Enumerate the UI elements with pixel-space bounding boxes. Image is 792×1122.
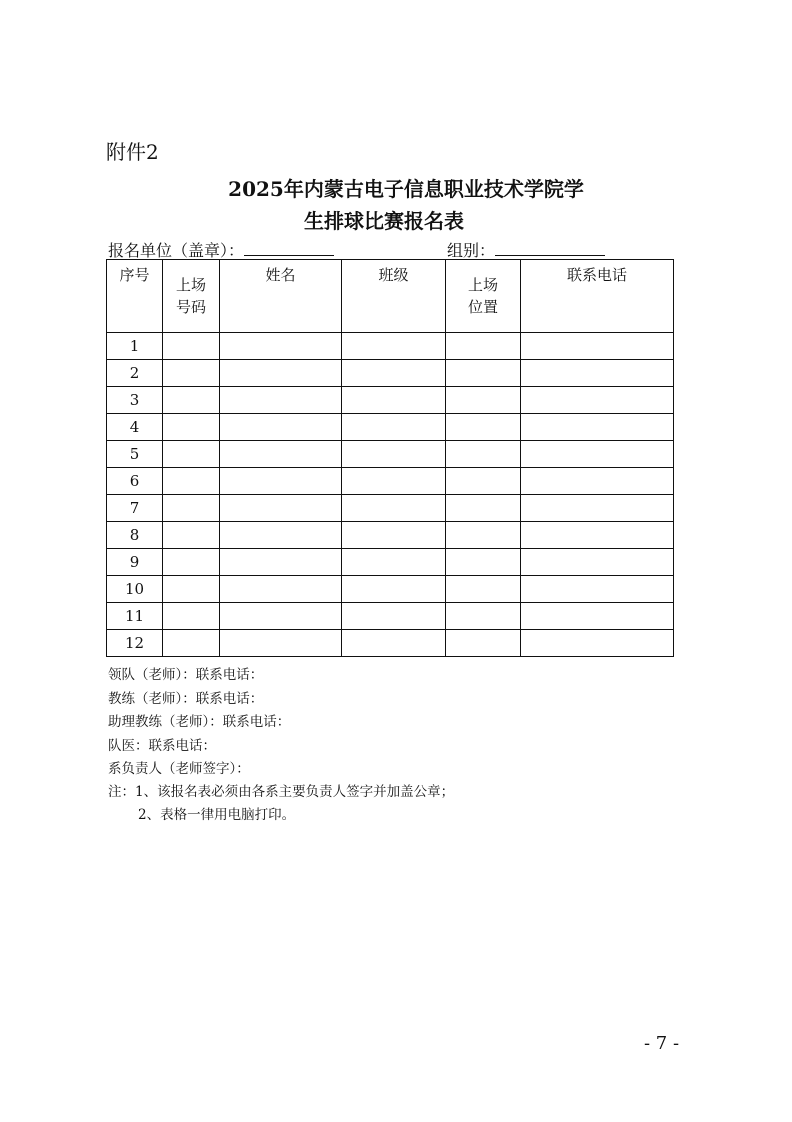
header-class: 班级 xyxy=(342,260,446,333)
table-row xyxy=(107,630,674,657)
table-row xyxy=(107,333,674,360)
class-cell[interactable] xyxy=(342,441,446,468)
table-header-row xyxy=(107,260,674,333)
jersey-number-cell[interactable] xyxy=(163,360,220,387)
row-index: 6 xyxy=(107,468,163,495)
phone-cell[interactable] xyxy=(521,495,674,522)
row-index: 10 xyxy=(107,576,163,603)
table-row xyxy=(107,603,674,630)
class-cell[interactable] xyxy=(342,333,446,360)
position-cell[interactable] xyxy=(446,549,521,576)
position-cell[interactable] xyxy=(446,387,521,414)
header-index: 序号 xyxy=(107,260,163,333)
position-cell[interactable] xyxy=(446,468,521,495)
jersey-number-cell[interactable] xyxy=(163,414,220,441)
class-cell[interactable] xyxy=(342,576,446,603)
table-row xyxy=(107,495,674,522)
jersey-number-cell[interactable] xyxy=(163,522,220,549)
unit-field[interactable] xyxy=(108,238,334,261)
position-cell[interactable] xyxy=(446,603,521,630)
position-cell[interactable] xyxy=(446,576,521,603)
jersey-number-cell[interactable] xyxy=(163,630,220,657)
phone-cell[interactable] xyxy=(521,630,674,657)
header-jersey-number: 上场 号码 xyxy=(163,260,220,333)
group-field[interactable] xyxy=(447,238,605,261)
table-row xyxy=(107,468,674,495)
leader-line: 领队（老师）：联系电话： xyxy=(108,667,264,683)
note-1: 注：1、该报名表必须由各系主要负责人签字并加盖公章； xyxy=(108,784,455,800)
attachment-label: 附件2 xyxy=(106,140,159,164)
name-cell[interactable] xyxy=(220,468,342,495)
jersey-number-cell[interactable] xyxy=(163,495,220,522)
department-head-line: 系负责人（老师签字）： xyxy=(108,761,250,777)
row-index: 5 xyxy=(107,441,163,468)
table-row xyxy=(107,387,674,414)
row-index: 12 xyxy=(107,630,163,657)
unit-label: 报名单位（盖章）： xyxy=(108,241,245,260)
group-underline xyxy=(495,239,605,256)
page-number: - 7 - xyxy=(644,1033,680,1054)
table-row xyxy=(107,360,674,387)
form-title-line-2: 生排球比赛报名表 xyxy=(304,209,464,233)
row-index: 8 xyxy=(107,522,163,549)
position-cell[interactable] xyxy=(446,630,521,657)
jersey-number-cell[interactable] xyxy=(163,441,220,468)
name-cell[interactable] xyxy=(220,333,342,360)
class-cell[interactable] xyxy=(342,603,446,630)
name-cell[interactable] xyxy=(220,360,342,387)
header-name: 姓名 xyxy=(220,260,342,333)
phone-cell[interactable] xyxy=(521,387,674,414)
row-index: 1 xyxy=(107,333,163,360)
name-cell[interactable] xyxy=(220,576,342,603)
phone-cell[interactable] xyxy=(521,360,674,387)
position-cell[interactable] xyxy=(446,333,521,360)
phone-cell[interactable] xyxy=(521,441,674,468)
class-cell[interactable] xyxy=(342,468,446,495)
class-cell[interactable] xyxy=(342,387,446,414)
position-cell[interactable] xyxy=(446,441,521,468)
name-cell[interactable] xyxy=(220,414,342,441)
class-cell[interactable] xyxy=(342,549,446,576)
phone-cell[interactable] xyxy=(521,603,674,630)
phone-cell[interactable] xyxy=(521,414,674,441)
row-index: 4 xyxy=(107,414,163,441)
registration-table xyxy=(106,259,674,657)
class-cell[interactable] xyxy=(342,630,446,657)
table-row xyxy=(107,522,674,549)
name-cell[interactable] xyxy=(220,549,342,576)
row-index: 11 xyxy=(107,603,163,630)
name-cell[interactable] xyxy=(220,387,342,414)
unit-underline xyxy=(244,239,334,256)
phone-cell[interactable] xyxy=(521,468,674,495)
table-row xyxy=(107,576,674,603)
note-2: 2、表格一律用电脑打印。 xyxy=(138,807,296,823)
row-index: 9 xyxy=(107,549,163,576)
jersey-number-cell[interactable] xyxy=(163,576,220,603)
table-row xyxy=(107,441,674,468)
class-cell[interactable] xyxy=(342,414,446,441)
name-cell[interactable] xyxy=(220,495,342,522)
jersey-number-cell[interactable] xyxy=(163,333,220,360)
class-cell[interactable] xyxy=(342,495,446,522)
phone-cell[interactable] xyxy=(521,522,674,549)
jersey-number-cell[interactable] xyxy=(163,549,220,576)
jersey-number-cell[interactable] xyxy=(163,603,220,630)
name-cell[interactable] xyxy=(220,522,342,549)
table-row xyxy=(107,414,674,441)
position-cell[interactable] xyxy=(446,495,521,522)
phone-cell[interactable] xyxy=(521,549,674,576)
name-cell[interactable] xyxy=(220,441,342,468)
phone-cell[interactable] xyxy=(521,333,674,360)
group-label: 组别： xyxy=(447,241,496,260)
phone-cell[interactable] xyxy=(521,576,674,603)
coach-line: 教练（老师）：联系电话： xyxy=(108,691,264,707)
row-index: 3 xyxy=(107,387,163,414)
class-cell[interactable] xyxy=(342,522,446,549)
class-cell[interactable] xyxy=(342,360,446,387)
header-phone: 联系电话 xyxy=(521,260,674,333)
position-cell[interactable] xyxy=(446,360,521,387)
row-index: 7 xyxy=(107,495,163,522)
header-position: 上场 位置 xyxy=(446,260,521,333)
position-cell[interactable] xyxy=(446,522,521,549)
team-doctor-line: 队医：联系电话： xyxy=(108,738,216,754)
assistant-coach-line: 助理教练（老师）：联系电话： xyxy=(108,714,291,730)
jersey-number-cell[interactable] xyxy=(163,387,220,414)
table-row xyxy=(107,549,674,576)
jersey-number-cell[interactable] xyxy=(163,468,220,495)
form-title-line-1: 2025年内蒙古电子信息职业技术学院学 xyxy=(228,177,584,201)
position-cell[interactable] xyxy=(446,414,521,441)
row-index: 2 xyxy=(107,360,163,387)
name-cell[interactable] xyxy=(220,603,342,630)
name-cell[interactable] xyxy=(220,630,342,657)
